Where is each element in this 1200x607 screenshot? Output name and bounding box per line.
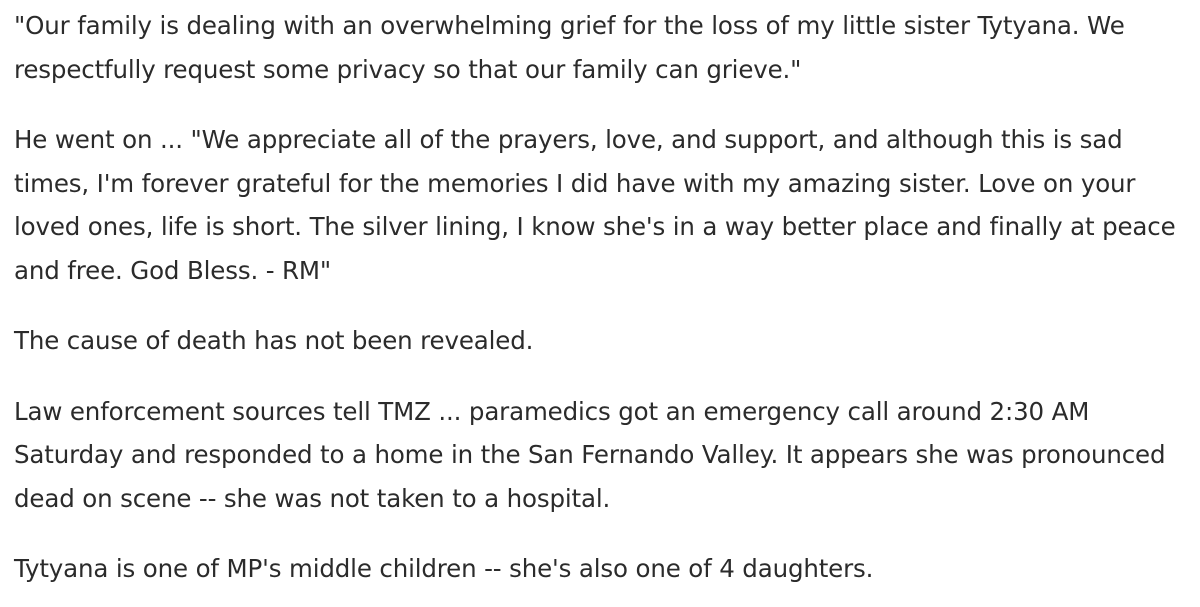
paragraph-cause-of-death: The cause of death has not been revealed. [14,326,534,355]
paragraph-rm-quote: He went on ... "We appreciate all of the prayers, love, and support, and although this is sad times, I'm forever grateful for the memories I did have with my amazing sister. Love on your loved ones, life is short. The silver lining, I know she's in a way better place and finally at peace and free. God Bless. - RM" [14,125,1176,285]
paragraph-family-statement: "Our family is dealing with an overwhelming grief for the loss of my little sister Tytyana. We respectfully request some privacy so that our family can grieve." [14,11,1125,84]
paragraph-middle-children: Tytyana is one of MP's middle children -- she's also one of 4 daughters. [14,554,874,583]
paragraph-law-enforcement: Law enforcement sources tell TMZ ... paramedics got an emergency call around 2:30 AM Saturday and responded to a home in the San Fernando Valley. It appears she was pronounced dead on scene -- she was not taken to a hospital. [14,396,1166,513]
